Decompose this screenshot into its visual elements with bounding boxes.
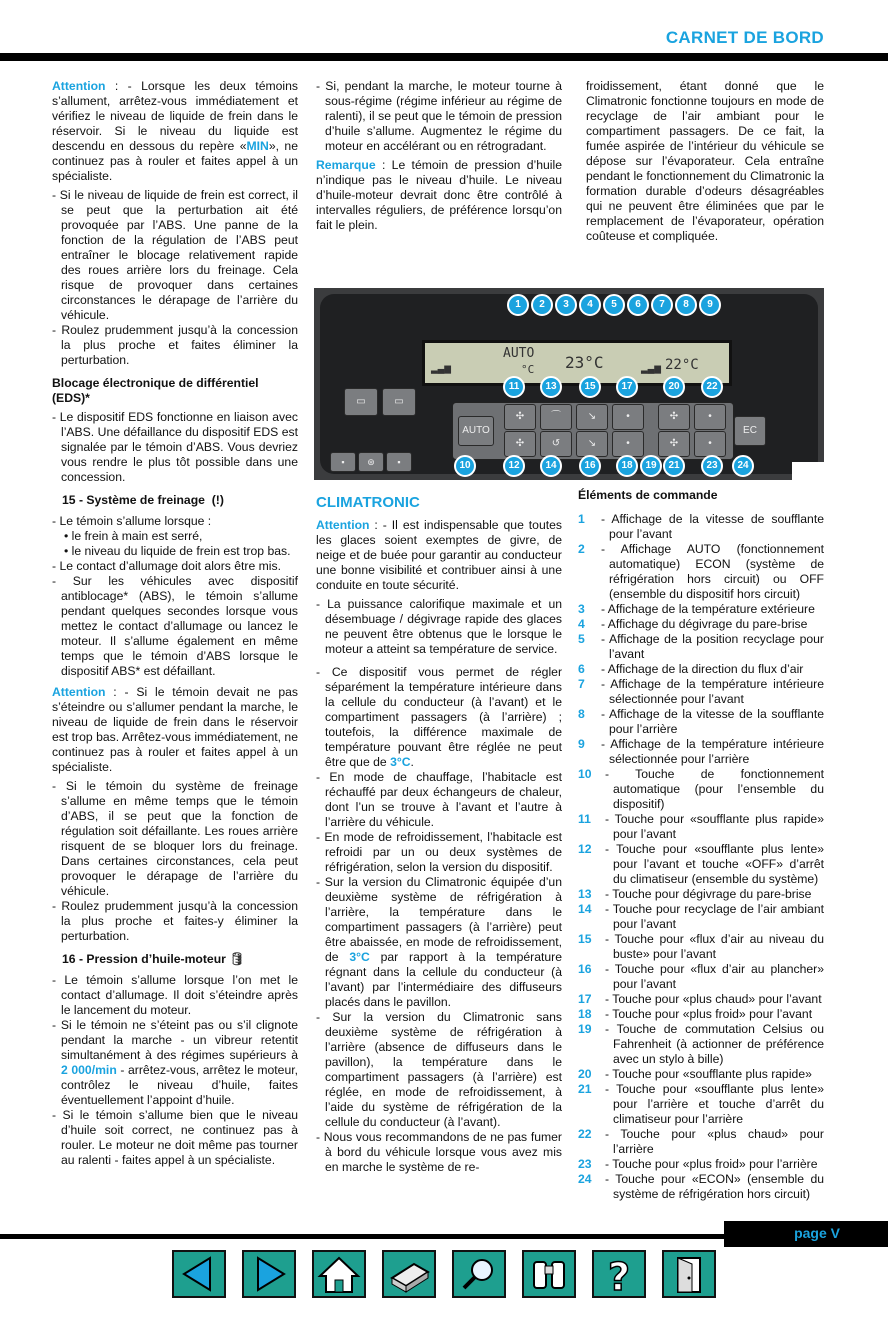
control-number: 13 — [578, 887, 592, 901]
bullet-rear-cooling: - Sur la version du Climatronic équipée d’un deuxième système de réfrigération à l’arrière, la température dans le compartiment passagers (à l’arrière) peut être abaissée, en mode de refroidissement, de 3°C par rapport à la température régnant dans la cellule du conducteur (à l’avant) par l’intermédiaire des diffuseurs placés dans le pavillon. — [316, 875, 562, 1009]
rear-fan-up-key[interactable]: ✣ — [658, 404, 690, 430]
previous-page-icon — [174, 1252, 224, 1296]
bullet-abs: - Si le niveau de liquide de frein est correct, il se peut que la perturbation ait été provoquée par l’ABS. Une panne de la fonction de la régulation de l’ABS peut entraîner le blocage relativement rapide des roues arrière lors du freinage. Cela risque de provoquer dans certaines circonstances le dérapage de l’arrière du véhicule. — [52, 188, 298, 322]
controls-list — [578, 488, 824, 1202]
callout-10: 10 — [454, 455, 476, 477]
rear-fan-bars-icon: ▂▃▅ — [641, 361, 661, 374]
callout-16: 16 — [579, 455, 601, 477]
control-item — [578, 632, 824, 662]
warning-text: : - Lorsque les deux témoins s’allument, arrêtez-vous immédiatement et vérifiez le niveau de liquide de frein dans le réservoir. Si le niveau du liquide est descendu en dessous du repère « — [52, 79, 298, 153]
control-description: - Affichage de la vitesse de soufflante pour l’avant — [601, 512, 824, 541]
controls-heading: Éléments de commande — [578, 488, 718, 502]
help-icon — [594, 1252, 644, 1296]
control-number: 1 — [578, 512, 585, 526]
bullet-eds: - Le dispositif EDS fonctionne en liaison avec l’ABS. Une défaillance du dispositif EDS est signalée par le témoin d’ABS. Vous devriez vous rendre le plus tôt possible dans une concession. — [52, 410, 298, 484]
front-defrost-switch[interactable]: ▭ — [344, 388, 378, 416]
callout-23: 23 — [701, 455, 723, 477]
airflow-chest-key[interactable]: ↘ — [576, 404, 608, 430]
rear-warmer-key[interactable]: • — [694, 404, 726, 430]
climatronic-panel-image — [314, 288, 824, 480]
find-button[interactable] — [522, 1250, 576, 1298]
callout-7: 7 — [651, 294, 673, 316]
binoculars-icon — [524, 1252, 574, 1296]
callout-20: 20 — [663, 376, 685, 398]
control-description: - Touche pour «soufflante plus lente» pour l’avant et touche «OFF» d’arrêt du climatiseur (ensemble du système) — [605, 842, 824, 886]
home-button[interactable] — [312, 1250, 366, 1298]
page-tab — [724, 1221, 888, 1247]
bullet-dealer: - Roulez prudemment jusqu’à la concession la plus proche et faites éliminer la perturbation. — [52, 323, 298, 367]
control-description: - Touche pour «soufflante plus rapide» pour l’avant — [605, 812, 824, 841]
bullet-abs-lamp: - Sur les véhicules avec dispositif antiblocage* (ABS), le témoin s’allume pendant quelques secondes lorsque vous mettez le contact d’allumage ou lancez le moteur. Il s’allume également en même temps que le témoin d’ABS lorsque le dispositif ABS* est défaillant. — [52, 574, 298, 678]
callout-8: 8 — [675, 294, 697, 316]
control-description: - Affichage du dégivrage du pare-brise — [601, 617, 808, 631]
control-item — [578, 962, 824, 992]
sub-handbrake: • le frein à main est serré, — [64, 529, 203, 543]
bullet-oil-blink: - Si le témoin ne s’éteint pas ou s’il clignote pendant la marche - un vibreur retentit simultanément à des régimes supérieurs à 2 000/min - arrêtez-vous, arrêtez le moteur, contrôlez le niveau d’huile, faites éventuellement l’appoint d’huile. — [52, 1018, 298, 1107]
rear-temp-diff-value: 3°C — [349, 950, 370, 964]
control-item — [578, 767, 824, 812]
warning-brake-fluid — [52, 79, 298, 184]
control-number: 8 — [578, 707, 585, 721]
rear-fan-down-key[interactable]: ✣ — [658, 431, 690, 457]
oil-pressure-heading — [62, 952, 298, 967]
callout-17: 17 — [616, 376, 638, 398]
control-number: 21 — [578, 1082, 592, 1096]
control-description: - Touche de commutation Celsius ou Fahrenheit (à actionner de préférence avec un stylo à bille) — [605, 1022, 824, 1066]
bullet-oil-correct: - Si le témoin s’allume bien que le niveau d’huile soit correct, ne continuez pas à rouler. Le moteur ne doit même pas tourner au ralenti - faites appel à un spécialiste. — [52, 1108, 298, 1167]
next-page-button[interactable] — [242, 1250, 296, 1298]
bullet-heating-power: - La puissance calorifique maximale et un désembuage / dégivrage rapide des glaces ne peuvent être obtenus que le lorsque le moteur a atteint sa température de service. — [316, 597, 562, 656]
control-description: - Touche pour dégivrage du pare-brise — [605, 887, 812, 901]
control-item — [578, 842, 824, 887]
control-item — [578, 707, 824, 737]
control-description: - Touche pour «plus froid» pour l’avant — [605, 1007, 813, 1021]
bullet-low-rpm: - Si, pendant la marche, le moteur tourne à sous-régime (régime inférieur au régime de ralenti), il se peut que le témoin de pression d’huile s’allume. Augmentez le régime du moteur en accélérant ou en rétrogradant. — [316, 79, 562, 153]
front-fan-up-key[interactable]: ✣ — [504, 404, 536, 430]
control-description: - Affichage AUTO (fonctionnement automatique) ECON (système de réfrigération hors circuit) ou OFF (ensemble du dispositif hors circuit) — [601, 542, 824, 601]
control-description: - Touche pour «soufflante plus lente» pour l’arrière et touche d’arrêt du climatiseur pour l’arrière — [605, 1082, 824, 1126]
control-number: 17 — [578, 992, 592, 1006]
fan-bars-icon: ▂▃▅ — [431, 361, 451, 374]
panel-housing — [320, 294, 818, 474]
control-item — [578, 887, 824, 902]
airflow-floor-key[interactable]: ↘ — [576, 431, 608, 457]
lcd-rear-temp: 22°C — [665, 357, 699, 373]
front-cooler-key[interactable]: • — [612, 431, 644, 457]
control-description: - Touche pour «plus chaud» pour l’avant — [605, 992, 822, 1006]
control-description: - Affichage de la température intérieure sélectionnée pour l’arrière — [601, 737, 824, 766]
header-title: CARNET DE BORD — [665, 28, 824, 47]
lcd-auto: AUTO — [503, 346, 535, 361]
control-description: - Touche pour «flux d’air au plancher» pour l’avant — [605, 962, 824, 991]
attention-keyword: Attention — [52, 79, 106, 93]
page-number: page V — [794, 1225, 840, 1241]
rear-cooler-key[interactable]: • — [694, 431, 726, 457]
control-number: 24 — [578, 1172, 592, 1186]
column-3-top — [586, 79, 824, 248]
control-number: 23 — [578, 1157, 592, 1171]
sub-fluid-low: • le niveau du liquide de frein est trop bas. — [64, 544, 291, 558]
callout-18: 18 — [616, 455, 638, 477]
control-item — [578, 1172, 824, 1202]
control-item — [578, 992, 824, 1007]
control-number: 12 — [578, 842, 592, 856]
print-icon — [384, 1252, 434, 1296]
control-description: - Affichage de la température intérieure sélectionnée pour l’avant — [601, 677, 824, 706]
control-number: 11 — [578, 812, 591, 826]
callout-3: 3 — [555, 294, 577, 316]
control-item — [578, 1007, 824, 1022]
control-number: 22 — [578, 1127, 592, 1141]
lcd-outside-temp: °C — [521, 363, 535, 376]
bullet-rear-wheels: - Si le témoin du système de freinage s’allume en même temps que le témoin d’ABS, il se peut que la fonction de régulation soit défaillante. Les roues arrière risquent de se bloquer lors du freinage. Dans certaines circonstances, cela peut provoquer le dérapage de l’arrière du véhicule. — [52, 779, 298, 898]
attention-keyword: Attention — [316, 518, 370, 532]
print-button[interactable] — [382, 1250, 436, 1298]
front-fan-down-key[interactable]: ✣ — [504, 431, 536, 457]
rear-defrost-switch[interactable]: ▭ — [382, 388, 416, 416]
callout-12: 12 — [503, 455, 525, 477]
rpm-value: 2 000/min — [61, 1063, 117, 1077]
callout-21: 21 — [663, 455, 685, 477]
min-mark: MIN — [246, 139, 269, 153]
header-bar — [0, 53, 888, 61]
warning-brake-lamp — [52, 685, 298, 775]
brake-system-heading — [62, 493, 298, 508]
previous-page-button[interactable] — [172, 1250, 226, 1298]
callout-6: 6 — [627, 294, 649, 316]
bullet-no-rear-cooling: - Sur la version du Climatronic sans deuxième système de réfrigération à l’arrière (absence de diffuseurs dans le pavillon), la température dans le compartiment passagers (à l’arrière) est réglée, en mode de refroidissement, à l’aide du système de réfrigération de la cellule du conducteur (à l’avant). — [316, 1010, 562, 1129]
seat-heat-left-switch[interactable]: ▪ — [330, 452, 356, 472]
control-item — [578, 662, 824, 677]
control-description: - Touche pour recyclage de l’air ambiant pour l’avant — [605, 902, 824, 931]
control-number: 14 — [578, 902, 592, 916]
callout-4: 4 — [579, 294, 601, 316]
control-description: - Affichage de la position recyclage pour l’avant — [601, 632, 824, 661]
control-item — [578, 1082, 824, 1127]
control-item — [578, 542, 824, 602]
control-description: - Touche pour «flux d’air au niveau du buste» pour l’avant — [605, 932, 824, 961]
bullet-brake-lamp: - Le témoin s’allume lorsque : — [52, 514, 212, 528]
warning-text: : - Il est indispensable que toutes les glaces soient exemptes de givre, de neige et de buée pour garantir au conducteur une bonne visibilité et contribuer ainsi à une conduite en toute sécurité. — [316, 518, 562, 592]
callout-5: 5 — [603, 294, 625, 316]
control-number: 15 — [578, 932, 592, 946]
exit-door-icon — [664, 1252, 714, 1296]
column-2-top — [316, 79, 562, 237]
warning-text: : - Si le témoin devait ne pas s’éteindre ou s’allumer pendant la marche, le niveau de liquide de frein dans le réservoir est trop bas. Arrêtez-vous immédiatement, ne continuez pas à rouler et faites appel à un spécialiste. — [52, 685, 298, 774]
bullet-cooling-mode: - En mode de refroidissement, l’habitacle est refroidi par un ou deux systèmes de réfrigération, selon la version du dispositif. — [316, 830, 562, 874]
bullet-dual-zone: - Ce dispositif vous permet de régler séparément la température intérieure dans la cellule du conducteur (à l’avant) et le compartiment passagers (à l’arrière) ; toutefois, la différence maximale de température pouvant être réglée ne peut être que de 3°C. — [316, 665, 562, 769]
control-description: - Touche pour «soufflante plus rapide» — [605, 1067, 812, 1081]
lcd-front-temp: 23°C — [565, 353, 604, 372]
control-description: - Affichage de la vitesse de la soufflante pour l’arrière — [601, 707, 824, 736]
callout-2: 2 — [531, 294, 553, 316]
control-number: 7 — [578, 677, 585, 691]
control-description: - Touche de fonctionnement automatique (pour l’ensemble du dispositif) — [605, 767, 824, 811]
control-number: 18 — [578, 1007, 592, 1021]
callout-15: 15 — [579, 376, 601, 398]
control-item — [578, 1157, 824, 1172]
exit-button[interactable] — [662, 1250, 716, 1298]
bullet-heating-mode: - En mode de chauffage, l’habitacle est réchauffé par deux échangeurs de chaleur, dont l’un se trouve à l’avant et l’autre à l’arrière du véhicule. — [316, 770, 562, 829]
remark-keyword: Remarque — [316, 158, 376, 172]
column-1 — [52, 79, 298, 1168]
remark-text: : Le témoin de pression d’huile n’indique pas le niveau d’huile. Le niveau d’huile-moteur devrait donc être contrôlé à intervalles réguliers, de préférence lorsqu’on fait le plein. — [316, 158, 562, 232]
control-item — [578, 602, 824, 617]
callout-11: 11 — [503, 376, 525, 398]
eds-heading: Blocage électronique de différentiel (EDS)* — [52, 376, 259, 405]
smoke-paragraph: froidissement, étant donné que le Climatronic fonctionne toujours en mode de recyclage de l’air ambiant pour le compartiment passagers. De ce fait, la fumée aspirée de l’intérieur du véhicule se dépose sur l’évaporateur. Cela entraîne pendant le fonctionnement du Climatronic la formation durable d’odeurs désagréables qui ne peuvent être éliminées que par le remplacement de l’évaporateur, opération coûteuse et compliquée. — [586, 79, 824, 243]
oil-can-icon: 🛢︎ — [229, 952, 245, 966]
control-number: 20 — [578, 1067, 592, 1081]
control-item — [578, 617, 824, 632]
control-item — [578, 932, 824, 962]
oil-pressure-title: 16 - Pression d’huile-moteur — [62, 952, 226, 966]
controls-items — [578, 512, 824, 1202]
control-description: - Affichage de la température extérieure — [601, 602, 815, 616]
control-description: - Touche pour «ECON» (ensemble du système de réfrigération hors circuit) — [605, 1172, 824, 1201]
control-number: 16 — [578, 962, 592, 976]
control-number: 9 — [578, 737, 585, 751]
control-number: 6 — [578, 662, 585, 676]
svg-text:?: ? — [608, 1255, 631, 1296]
control-description: - Touche pour «plus chaud» pour l’arrière — [605, 1127, 824, 1156]
control-number: 3 — [578, 602, 585, 616]
front-warmer-key[interactable]: • — [612, 404, 644, 430]
recirculation-key[interactable]: ↺ — [540, 431, 572, 457]
control-item — [578, 1127, 824, 1157]
next-page-icon — [244, 1252, 294, 1296]
lcd-display — [422, 340, 732, 386]
attention-keyword: Attention — [52, 685, 106, 699]
auto-key[interactable]: AUTO — [458, 416, 494, 446]
temp-diff-value: 3°C — [390, 755, 411, 769]
control-number: 19 — [578, 1022, 592, 1036]
search-icon — [454, 1252, 504, 1296]
callout-14: 14 — [540, 455, 562, 477]
brake-warning-icon: (!) — [211, 493, 224, 507]
control-number: 10 — [578, 767, 592, 781]
warning-text-end: », ne continuez pas à rouler et faites appel à un spécialiste. — [52, 139, 298, 183]
control-item — [578, 812, 824, 842]
seat-heat-right-switch[interactable]: ▪ — [386, 452, 412, 472]
control-number: 2 — [578, 542, 585, 556]
search-button[interactable] — [452, 1250, 506, 1298]
help-button[interactable] — [592, 1250, 646, 1298]
control-item — [578, 1022, 824, 1067]
bullet-oil-ignition: - Le témoin s’allume lorsque l’on met le contact d’allumage. Il doit s’éteindre après le lancement du moteur. — [52, 973, 298, 1017]
control-item — [578, 512, 824, 542]
control-item — [578, 737, 824, 767]
callout-19: 19 — [640, 455, 662, 477]
control-description: - Affichage de la direction du flux d’air — [601, 662, 804, 676]
remark-oil — [316, 158, 562, 233]
callout-22: 22 — [701, 376, 723, 398]
climatronic-warning — [316, 518, 562, 593]
hazard-switch[interactable]: ⊛ — [358, 452, 384, 472]
econ-key[interactable]: EC — [734, 416, 766, 446]
callout-1: 1 — [507, 294, 529, 316]
windscreen-defrost-key[interactable]: ⌒ — [540, 404, 572, 430]
callout-9: 9 — [699, 294, 721, 316]
control-number: 4 — [578, 617, 585, 631]
bullet-dealer-2: - Roulez prudemment jusqu’à la concession la plus proche et faites-y éliminer la perturbation. — [52, 899, 298, 943]
control-item — [578, 677, 824, 707]
control-description: - Touche pour «plus froid» pour l’arrière — [605, 1157, 818, 1171]
climatronic-heading: CLIMATRONIC — [316, 494, 420, 511]
bullet-no-smoking: - Nous vous recommandons de ne pas fumer à bord du véhicule lorsque vous avez mis en marche le système de re- — [316, 1130, 562, 1174]
callout-13: 13 — [540, 376, 562, 398]
panel-corner — [792, 462, 824, 480]
brake-system-title: 15 - Système de freinage — [62, 493, 205, 507]
control-item — [578, 902, 824, 932]
callout-24: 24 — [732, 455, 754, 477]
control-number: 5 — [578, 632, 585, 646]
home-icon — [314, 1252, 364, 1296]
bullet-ignition: - Le contact d’allumage doit alors être mis. — [52, 559, 281, 573]
control-item — [578, 1067, 824, 1082]
climatronic-section — [316, 495, 562, 1175]
